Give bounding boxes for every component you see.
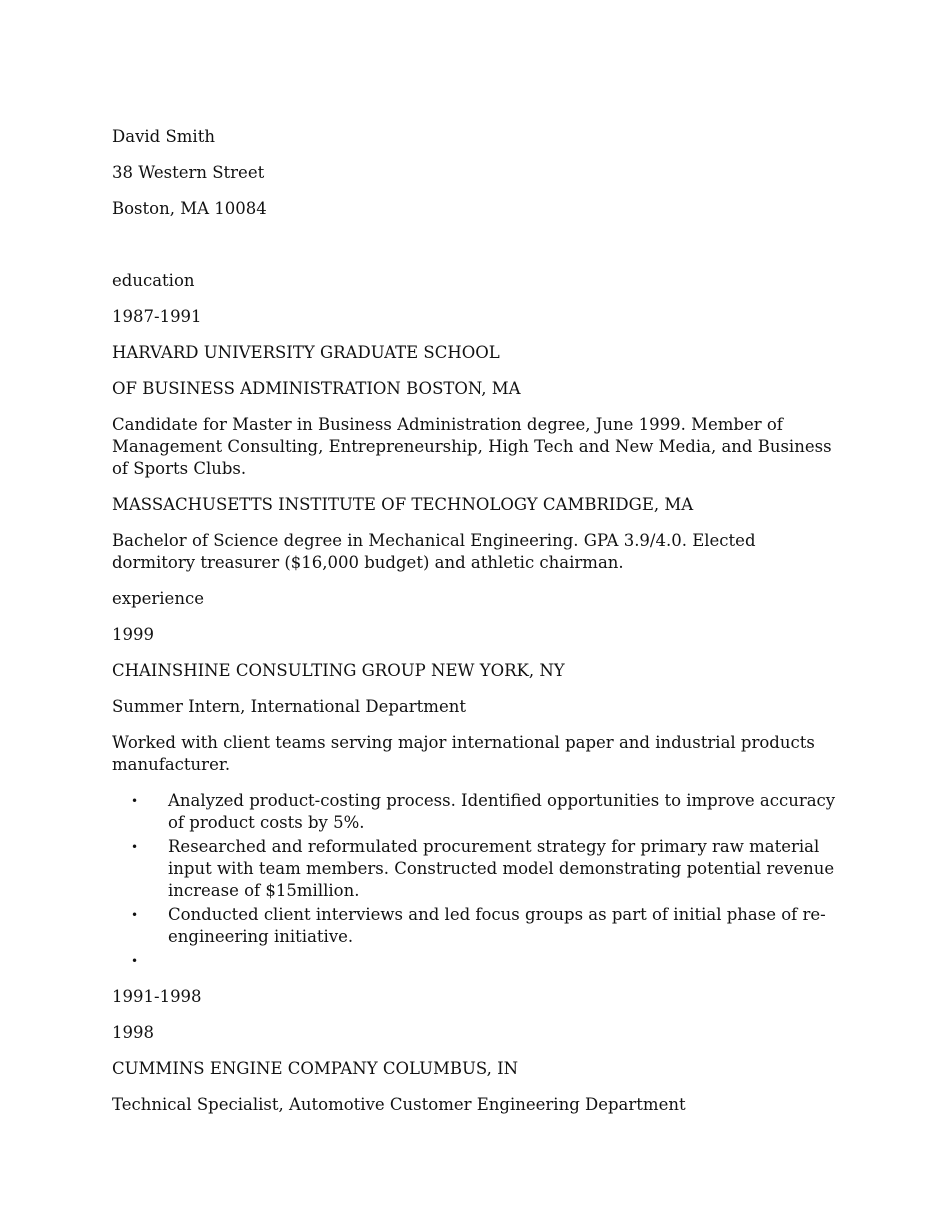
school1-name-line2: OF BUSINESS ADMINISTRATION BOSTON, MA [112,379,521,398]
list-item [112,950,837,972]
bullet-text: Analyzed product-costing process. Identified opportunities to improve accuracy of product costs by 5%. [168,791,836,832]
job1-company: CHAINSHINE CONSULTING GROUP NEW YORK, NY [112,661,565,680]
list-item [112,790,837,834]
school1-description: Candidate for Master in Business Administration degree, June 1999. Member of Management Consulting, Entrepreneurship, High Tech and New Media, and Business of Sports Clubs. [112,415,832,478]
list-item [112,904,837,948]
job2-company: CUMMINS ENGINE COMPANY COLUMBUS, IN [112,1059,519,1078]
education-heading: education [112,271,195,290]
contact-city: Boston, MA 10084 [112,199,267,218]
contact-street: 38 Western Street [112,163,265,182]
job2-year: 1998 [112,1023,154,1042]
bullet-icon: • [131,794,139,808]
bullet-icon: • [131,954,139,968]
job1-summary: Worked with client teams serving major international paper and industrial products manufacturer. [112,733,815,774]
school2-name: MASSACHUSETTS INSTITUTE OF TECHNOLOGY CAMBRIDGE, MA [112,495,694,514]
list-item [112,836,837,902]
contact-name: David Smith [112,127,215,146]
spacer [112,234,837,270]
job1-bullet-list [112,790,837,972]
bullet-text: Conducted client interviews and led focus groups as part of initial phase of re-engineering initiative. [168,905,826,946]
school1-name-line1: HARVARD UNIVERSITY GRADUATE SCHOOL [112,343,500,362]
resume-document [112,126,837,1130]
job1-year: 1999 [112,625,154,644]
education-years: 1987-1991 [112,307,202,326]
bullet-icon: • [131,908,139,922]
school2-description: Bachelor of Science degree in Mechanical Engineering. GPA 3.9/4.0. Elected dormitory treasurer ($16,000 budget) and athletic chairman. [112,531,756,572]
bullet-icon: • [131,840,139,854]
bullet-text: Researched and reformulated procurement strategy for primary raw material input with team members. Constructed model demonstrating potential revenue increase of $15million. [168,837,835,900]
job2-range: 1991-1998 [112,987,202,1006]
experience-heading: experience [112,589,204,608]
job1-title: Summer Intern, International Department [112,697,466,716]
job2-title: Technical Specialist, Automotive Customer Engineering Department [112,1095,686,1114]
